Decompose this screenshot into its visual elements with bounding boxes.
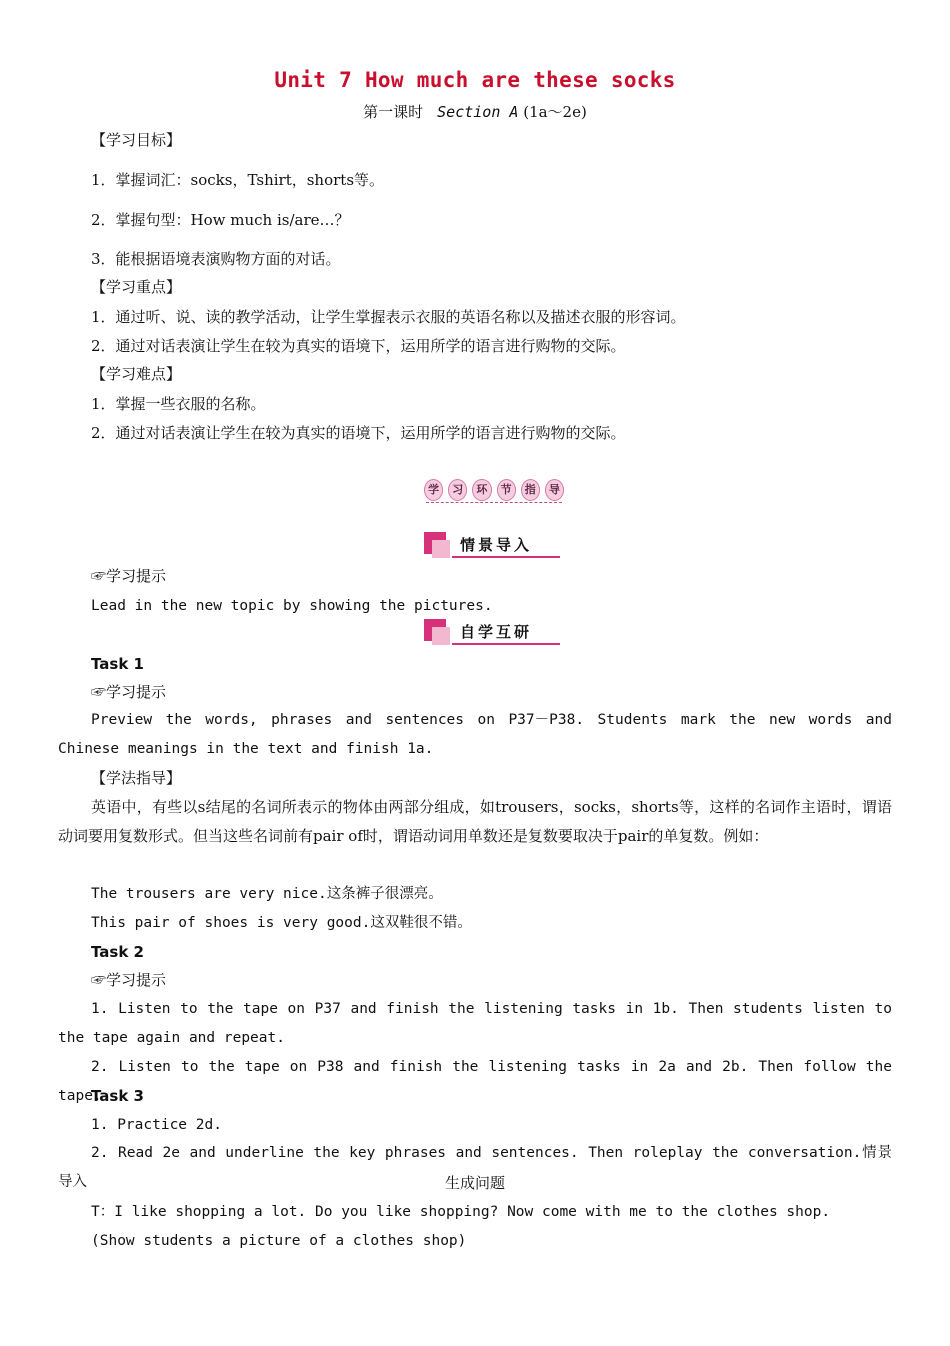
banner-char: 环 (472, 479, 491, 501)
dialog-line: (Show students a picture of a clothes shop) (91, 1233, 467, 1249)
difficulty-item: 1．掌握一些衣服的名称。 (91, 395, 266, 413)
goals-heading: 【学习目标】 (91, 131, 182, 149)
section-title: 情景导入 (460, 536, 533, 554)
task3-item: 2. Read 2e and underline the key phrases and sentences. Then roleplay the conversation.情景导入 (58, 1145, 892, 1190)
section-header-intro (424, 532, 560, 558)
section-title: 自学互研 (460, 623, 533, 641)
task-title: Task 2 (91, 943, 144, 961)
banner-underline (426, 502, 562, 503)
banner-char: 习 (448, 479, 467, 501)
study-guide-banner (424, 477, 564, 503)
intro-text: Lead in the new topic by showing the pictures. (91, 598, 493, 614)
hint-label: ☞学习提示 (91, 683, 167, 701)
banner-char: 学 (424, 479, 443, 501)
section-header-self-study (424, 619, 560, 645)
lesson-subtitle (0, 101, 950, 122)
dialog-line: T：I like shopping a lot. Do you like shopping? Now come with me to the clothes shop. (91, 1204, 831, 1220)
difficulty-item: 2．通过对话表演让学生在较为真实的语境下，运用所学的语言进行购物的交际。 (91, 424, 626, 442)
goal-item: 1．掌握词汇：socks，Tshirt，shorts等。 (91, 171, 385, 189)
banner-char: 指 (521, 479, 540, 501)
focus-heading: 【学习重点】 (91, 278, 182, 296)
focus-item: 2．通过对话表演让学生在较为真实的语境下，运用所学的语言进行购物的交际。 (91, 337, 626, 355)
hint-label: ☞学习提示 (91, 971, 167, 989)
task2-item: 1. Listen to the tape on P37 and finish the listening tasks in 1b. Then students listen to the tape again and repeat. (58, 1001, 892, 1046)
section-range: (1a～2e) (523, 103, 587, 121)
center-label: 生成问题 (444, 1174, 505, 1192)
task-title: Task 3 (91, 1087, 144, 1105)
difficulty-heading: 【学习难点】 (91, 365, 182, 383)
example-sentence: The trousers are very nice.这条裤子很漂亮。 (91, 886, 443, 902)
banner-char: 导 (545, 479, 564, 501)
section-label: Section A (437, 103, 519, 121)
goal-item: 2．掌握句型：How much is/are…？ (91, 211, 350, 229)
task1-text: Preview the words, phrases and sentences on P37－P38. Students mark the new words and Chinese meanings in the text and finish 1a. (58, 712, 892, 757)
example-sentence: This pair of shoes is very good.这双鞋很不错。 (91, 915, 472, 931)
hint-label: ☞学习提示 (91, 567, 167, 585)
goal-item: 3．能根据语境表演购物方面的对话。 (91, 250, 341, 268)
focus-item: 1．通过听、说、读的教学活动，让学生掌握表示衣服的英语名称以及描述衣服的形容词。 (91, 308, 686, 326)
guide-heading: 【学法指导】 (91, 769, 182, 787)
banner-char: 节 (497, 479, 516, 501)
task2-item: 2. Listen to the tape on P38 and finish the listening tasks in 2a and 2b. Then follow the tape. (58, 1059, 892, 1104)
guide-text: 英语中，有些以s结尾的名词所表示的物体由两部分组成，如trousers，socks，shorts等，这样的名词作主语时，谓语动词要用复数形式。但当这些名词前有pair of时，谓语动词用单数还是复数要取决于pair的单复数。例如： (58, 798, 892, 845)
task3-item: 1. Practice 2d. (91, 1117, 222, 1133)
task-title: Task 1 (91, 655, 144, 673)
lesson-label: 第一课时 (363, 103, 424, 121)
page-title: Unit 7 How much are these socks (274, 68, 676, 92)
